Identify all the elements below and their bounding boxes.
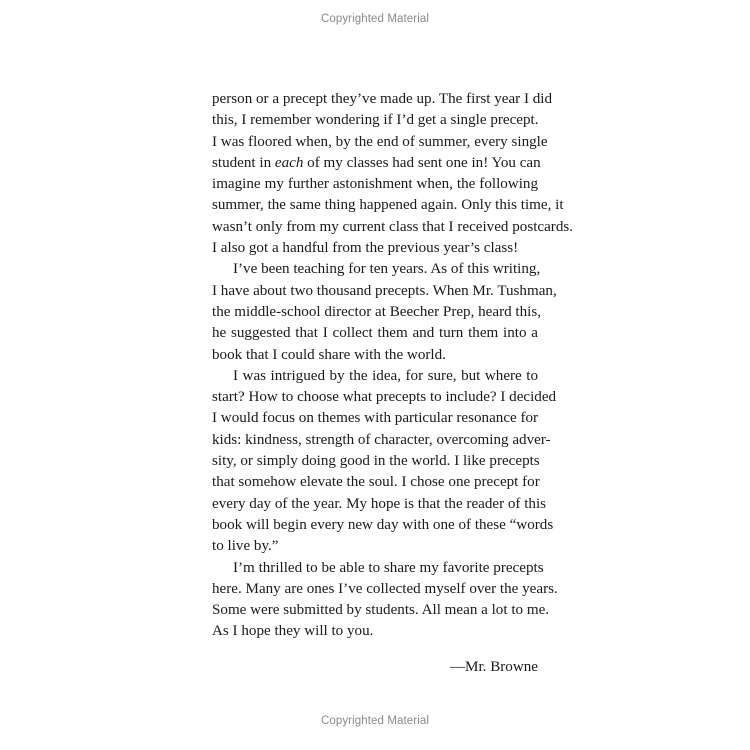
paragraph — [212, 89, 574, 259]
emphasized-word: each — [274, 154, 304, 171]
text-line: I’m thrilled to be able to share my favorite precepts — [233, 559, 544, 576]
signature-spacer — [212, 643, 538, 657]
text-line: I have about two thousand precepts. When Mr. Tushman, — [212, 282, 557, 299]
text-line: kids: kindness, strength of character, overcoming adver- — [212, 431, 551, 448]
text-line: book will begin every new day with one of these “words — [212, 516, 554, 533]
text-line: I also got a handful from the previous year’s class! — [212, 240, 519, 257]
paragraph — [212, 366, 557, 558]
signature: —Mr. Browne — [449, 658, 538, 675]
text-line: this, I remember wondering if I’d get a single precept. — [212, 112, 539, 129]
paragraph — [212, 558, 558, 643]
text-fragment: student in — [212, 154, 275, 171]
text-line: I’ve been teaching for ten years. As of this writing, — [233, 261, 541, 278]
book-page-text — [212, 89, 574, 678]
text-line — [212, 153, 541, 174]
text-line: that somehow elevate the soul. I chose one precept for — [212, 474, 540, 491]
text-fragment: of my classes had sent one in! You can — [303, 154, 541, 171]
paragraph — [212, 259, 557, 365]
text-line: book that I could share with the world. — [212, 346, 446, 363]
text-line: I would focus on themes with particular resonance for — [212, 410, 539, 427]
text-line: here. Many are ones I’ve collected myself over the years. — [212, 580, 558, 597]
text-line: summer, the same thing happened again. Only this time, it — [212, 197, 564, 214]
text-line: As I hope they will to you. — [212, 623, 374, 640]
text-line: the middle-school director at Beecher Prep, heard this, — [212, 303, 542, 320]
text-line: sity, or simply doing good in the world. I like precepts — [212, 453, 540, 470]
text-line: every day of the year. My hope is that the reader of this — [212, 495, 547, 512]
text-line: he suggested that I collect them and turn them into a — [212, 325, 538, 342]
text-line: I was floored when, by the end of summer, every single — [212, 133, 548, 150]
text-line: imagine my further astonishment when, the following — [212, 176, 538, 193]
copyright-watermark-bottom: Copyrighted Material — [320, 715, 430, 727]
text-line: Some were submitted by students. All mean a lot to me. — [212, 602, 550, 619]
copyright-watermark-top: Copyrighted Material — [320, 13, 430, 25]
text-line: wasn’t only from my current class that I received postcards. — [212, 218, 574, 235]
text-line: start? How to choose what precepts to include? I decided — [212, 389, 557, 406]
text-line: person or a precept they’ve made up. The first year I did — [212, 91, 553, 107]
text-line: I was intrigued by the idea, for sure, but where to — [233, 367, 538, 384]
text-line: to live by.” — [212, 538, 279, 555]
